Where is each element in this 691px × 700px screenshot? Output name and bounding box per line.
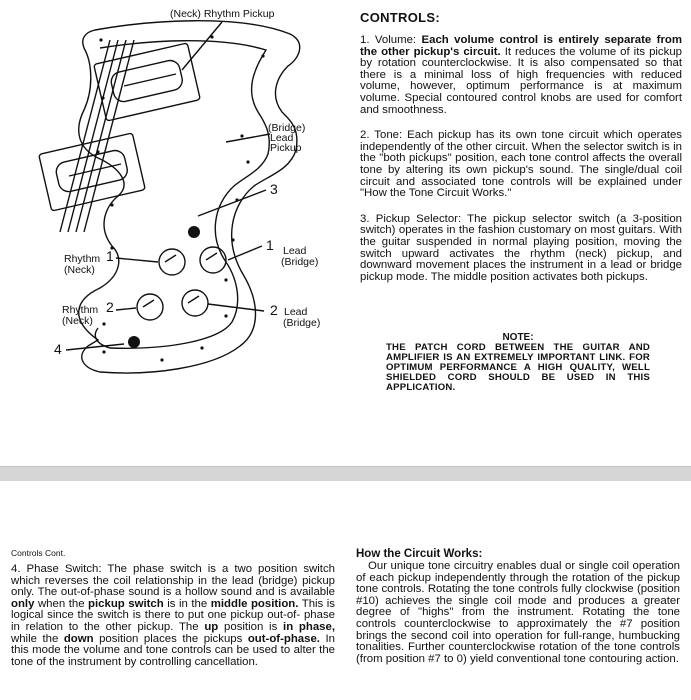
- callout-1-right: 1: [266, 237, 274, 253]
- callout-2-right: 2: [270, 302, 278, 318]
- phase-switch-paragraph: 4. Phase Switch: The phase switch is a two position switch which reverses the coil relationship in the lead (bridge) pickup only. The out-of-phase sound is a hollow sound and is available only when the pickup switch is in the middle position. This is logical since the switch is there to put one pickup out-of- phase in relation to the other pickup. The up position is in phase, while the down position places the pickups out-of-phase. In this mode the volume and tone controls can be used to alter the tone of the instrument by controlling cancellation.: [11, 563, 336, 668]
- neck-pickup-label: (Neck) Rhythm Pickup: [170, 8, 275, 20]
- callout-3: 3: [270, 181, 278, 197]
- note-text: THE PATCH CORD BETWEEN THE GUITAR AND AMPLIFIER IS AN EXTREMELY IMPORTANT LINK. FOR OPTIMUM PERFORMANCE A HIGH QUALITY, WELL SHIELDED CORD SHOULD BE USED IN THIS APPLICATION.: [386, 342, 650, 393]
- callout-2-left: 2: [106, 299, 114, 315]
- manual-page-bottom: [0, 481, 691, 700]
- controls-cont-heading: Controls Cont.: [11, 548, 66, 558]
- lead-label-2: Lead: [284, 306, 308, 318]
- lead-label-1: Lead: [283, 245, 307, 257]
- tone-knob-rhythm: [200, 247, 226, 273]
- note-title: NOTE:: [502, 332, 534, 343]
- volume-knob-lead: [137, 294, 163, 320]
- neck-label-2: (Neck): [62, 315, 93, 327]
- guitar-diagram: [0, 0, 350, 400]
- bridge-label-1: (Bridge): [281, 256, 319, 268]
- callout-1-left: 1: [106, 248, 114, 264]
- controls-continued-section: [11, 548, 335, 668]
- pickup-selector-paragraph: 3. Pickup Selector: The pickup selector switch (a 3-position switch) operates in the fashion customary on most guitars. With the guitar suspended in normal playing position, moving the switch upward activates the rhythm (neck) pickup, and downward movement places the instrument in a lead or bridge pickup mode. The middle position activates both pickups.: [360, 212, 682, 283]
- tone-knob-lead: [182, 290, 208, 316]
- controls-section: [360, 10, 682, 297]
- rhythm-label-1: Rhythm: [64, 253, 101, 265]
- neck-pickup: [94, 43, 201, 121]
- controls-title: CONTROLS:: [360, 10, 440, 25]
- volume-knob-rhythm: [159, 249, 185, 275]
- circuit-paragraph: Our unique tone circuitry enables dual or single coil operation of each pickup independently through the rotation of the pickup tone controls. Rotating the tone controls fully clockwise (position #10) achieves the single coil mode and produces a greater degree of "highs" from the instrument. Rotating the tone controls counterclockwise to approximately the #7 position brings the second coil into operation for full-range, humbucking tonalities. Further counterclockwise rotation of the tone controls (from position #7 to 0) yield conventional tone contouring action.: [356, 560, 680, 665]
- callout-4: 4: [54, 341, 62, 357]
- lead-label: Lead: [270, 132, 294, 144]
- neck-label-1: (Neck): [64, 264, 95, 276]
- tone-paragraph: 2. Tone: Each pickup has its own tone circuit which operates independently of the other circuit. When the selector switch is in the "both pickups" position, each tone control affects the overall tone by altering its own pickup's sound. The single/dual coil circuit and associated tone controls will be explained under "How the Tone Circuit Works.": [360, 129, 682, 200]
- phase-switch: [128, 336, 140, 348]
- volume-paragraph: 1. Volume: Each volume control is entirely separate from the other pickup's circuit. It reduces the volume of its pickup by rotation counterclockwise. It is also compensated so that there is a minimal loss of high frequencies with reduced volume, however, optimum performance is at maximum volume. Special contoured control knobs are used for comfort and smoothness.: [360, 34, 682, 116]
- circuit-section: [356, 548, 680, 665]
- circuit-title: How the Circuit Works:: [356, 548, 483, 560]
- pickup-label: Pickup: [270, 142, 302, 154]
- bridge-label-2: (Bridge): [283, 317, 321, 329]
- note-box: [386, 333, 650, 393]
- page-divider: [0, 466, 691, 482]
- rhythm-label-2: Rhythm: [62, 304, 99, 316]
- bridge-label: (Bridge): [268, 122, 306, 134]
- pickup-selector-switch: [188, 226, 200, 238]
- guitar-body-drawing: [0, 0, 350, 400]
